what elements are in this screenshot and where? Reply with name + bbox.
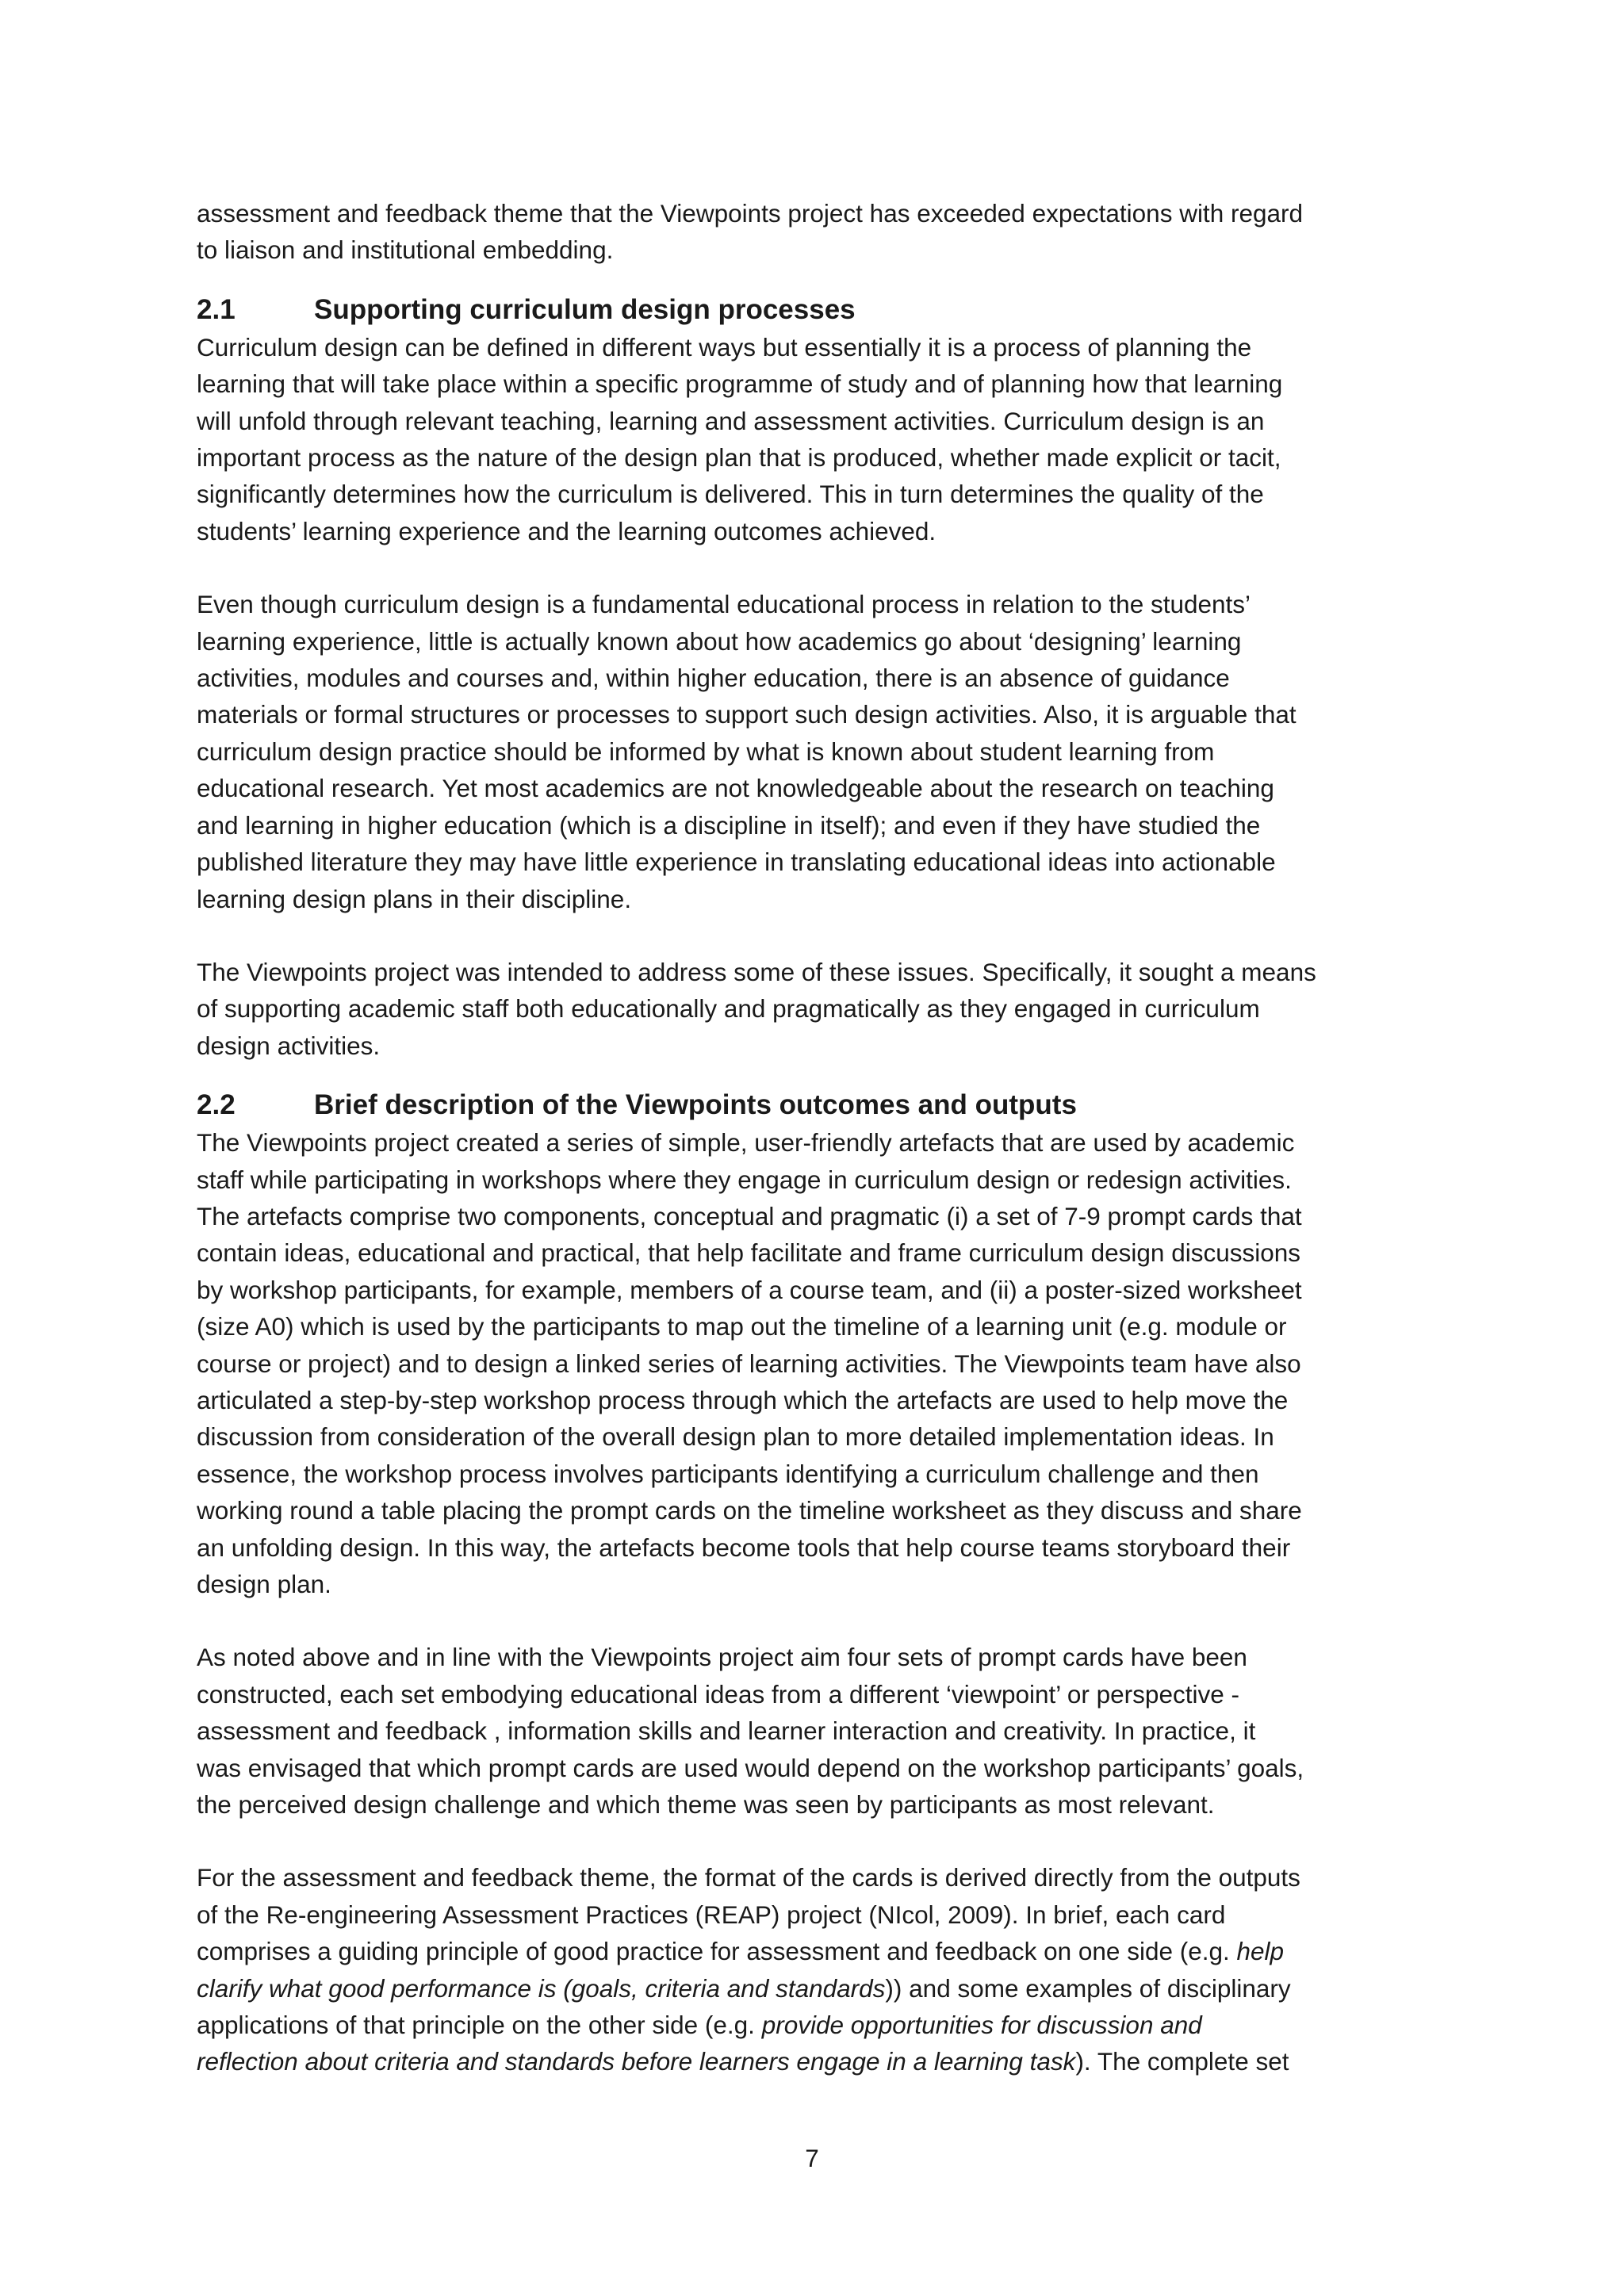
text-line: published literature they may have little experience in translating educational ideas into actionable	[197, 848, 1276, 877]
text-line: by workshop participants, for example, members of a course team, and (ii) a poster-sized worksheet	[197, 1275, 1302, 1304]
text-line	[197, 1933, 1434, 1969]
text-line: activities, modules and courses and, within higher education, there is an absence of guidance	[197, 664, 1230, 693]
text-line: learning that will take place within a specific programme of study and of planning how that learning	[197, 369, 1283, 399]
text-line: Curriculum design can be defined in different ways but essentially it is a process of planning the	[197, 332, 1252, 362]
text-line: students’ learning experience and the learning outcomes achieved.	[197, 516, 936, 545]
text-line: staff while participating in workshops where they engage in curriculum design or redesign activities.	[197, 1165, 1292, 1194]
text-line: will unfold through relevant teaching, learning and assessment activities. Curriculum design is an	[197, 406, 1265, 435]
text-line: As noted above and in line with the Viewpoints project aim four sets of prompt cards have been	[197, 1643, 1247, 1672]
text-line	[197, 2007, 1434, 2043]
text-line: course or project) and to design a linked series of learning activities. The Viewpoints team have also	[197, 1349, 1301, 1378]
text-line: The Viewpoints project was intended to address some of these issues. Specifically, it sought a means	[197, 957, 1316, 986]
section-title: Supporting curriculum design processes	[314, 293, 856, 325]
text-run: applications of that principle on the other side (e.g.	[197, 2011, 762, 2040]
paragraph	[197, 1639, 1434, 1823]
section-heading-2-2	[197, 1086, 1434, 1124]
section-number: 2.2	[197, 1089, 236, 1121]
text-line: assessment and feedback , information skills and learner interaction and creativity. In practice, it	[197, 1716, 1256, 1746]
text-run: ). The complete set	[1075, 2047, 1289, 2076]
text-line: an unfolding design. In this way, the artefacts become tools that help course teams storyboard their	[197, 1533, 1291, 1562]
paragraph	[197, 1124, 1434, 1602]
text-line: essence, the workshop process involves participants identifying a curriculum challenge and then	[197, 1459, 1259, 1488]
text-line: (size A0) which is used by the participants to map out the timeline of a learning unit (e.g. module or	[197, 1312, 1287, 1341]
text-line: learning design plans in their discipline.	[197, 884, 632, 913]
text-line: design activities.	[197, 1031, 381, 1060]
text-line: Even though curriculum design is a fundamental educational process in relation to the students’	[197, 590, 1251, 619]
text-line: significantly determines how the curriculum is delivered. This in turn determines the quality of the	[197, 480, 1264, 509]
text-run: comprises a guiding principle of good practice for assessment and feedback on one side (e.g.	[197, 1937, 1237, 1966]
text-line: educational research. Yet most academics are not knowledgeable about the research on teaching	[197, 774, 1274, 803]
text-line: and learning in higher education (which is a discipline in itself); and even if they have studied the	[197, 810, 1261, 840]
text-run: )) and some examples of disciplinary	[885, 1973, 1291, 2003]
text-line: materials or formal structures or processes to support such design activities. Also, it is arguable that	[197, 700, 1297, 729]
section-number: 2.1	[197, 293, 236, 325]
paragraph	[197, 1859, 1434, 2080]
paragraph	[197, 329, 1434, 549]
text-line	[197, 1970, 1434, 2007]
text-line: assessment and feedback theme that the Viewpoints project has exceeded expectations with regard	[197, 199, 1304, 228]
text-line: learning experience, little is actually known about how academics go about ‘designing’ learning	[197, 626, 1242, 656]
text-line: curriculum design practice should be informed by what is known about student learning from	[197, 737, 1215, 766]
text-line: design plan.	[197, 1570, 331, 1598]
paragraph	[197, 954, 1434, 1064]
page-content	[197, 195, 1434, 2117]
text-line: discussion from consideration of the overall design plan to more detailed implementation ideas. In	[197, 1422, 1274, 1452]
italic-text: provide opportunities for discussion and	[761, 2011, 1202, 2040]
text-line: contain ideas, educational and practical, that help facilitate and frame curriculum design discussions	[197, 1238, 1301, 1268]
text-line: to liaison and institutional embedding.	[197, 235, 614, 265]
text-line: The artefacts comprise two components, conceptual and pragmatic (i) a set of 7-9 prompt cards that	[197, 1201, 1302, 1230]
text-line: working round a table placing the prompt cards on the timeline worksheet as they discuss and share	[197, 1496, 1302, 1525]
italic-text: clarify what good performance is (goals, criteria and standards	[197, 1973, 886, 2003]
paragraph	[197, 586, 1434, 917]
text-line: of the Re-engineering Assessment Practices (REAP) project (NIcol, 2009). In brief, each card	[197, 1900, 1226, 1929]
text-line: The Viewpoints project created a series of simple, user-friendly artefacts that are used by academic	[197, 1128, 1295, 1158]
italic-text: reflection about criteria and standards before learners engage in a learning task	[197, 2047, 1076, 2076]
text-line	[197, 2043, 1434, 2080]
text-line: articulated a step-by-step workshop process through which the artefacts are used to help move the	[197, 1385, 1289, 1414]
text-line: was envisaged that which prompt cards are used would depend on the workshop participants’ goals,	[197, 1753, 1304, 1782]
text-line: important process as the nature of the design plan that is produced, whether made explicit or tacit,	[197, 443, 1281, 473]
italic-text: help	[1236, 1937, 1285, 1966]
page-number: 7	[805, 2144, 819, 2172]
section-heading-2-1	[197, 291, 1434, 329]
text-line: of supporting academic staff both educationally and pragmatically as they engaged in curriculum	[197, 994, 1260, 1024]
text-line: constructed, each set embodying educational ideas from a different ‘viewpoint’ or perspective -	[197, 1679, 1239, 1709]
section-title: Brief description of the Viewpoints outcomes and outputs	[314, 1089, 1077, 1121]
text-line: For the assessment and feedback theme, the format of the cards is derived directly from the outputs	[197, 1863, 1300, 1892]
text-line: the perceived design challenge and which theme was seen by participants as most relevant.	[197, 1790, 1215, 1820]
intro-paragraph	[197, 195, 1434, 269]
